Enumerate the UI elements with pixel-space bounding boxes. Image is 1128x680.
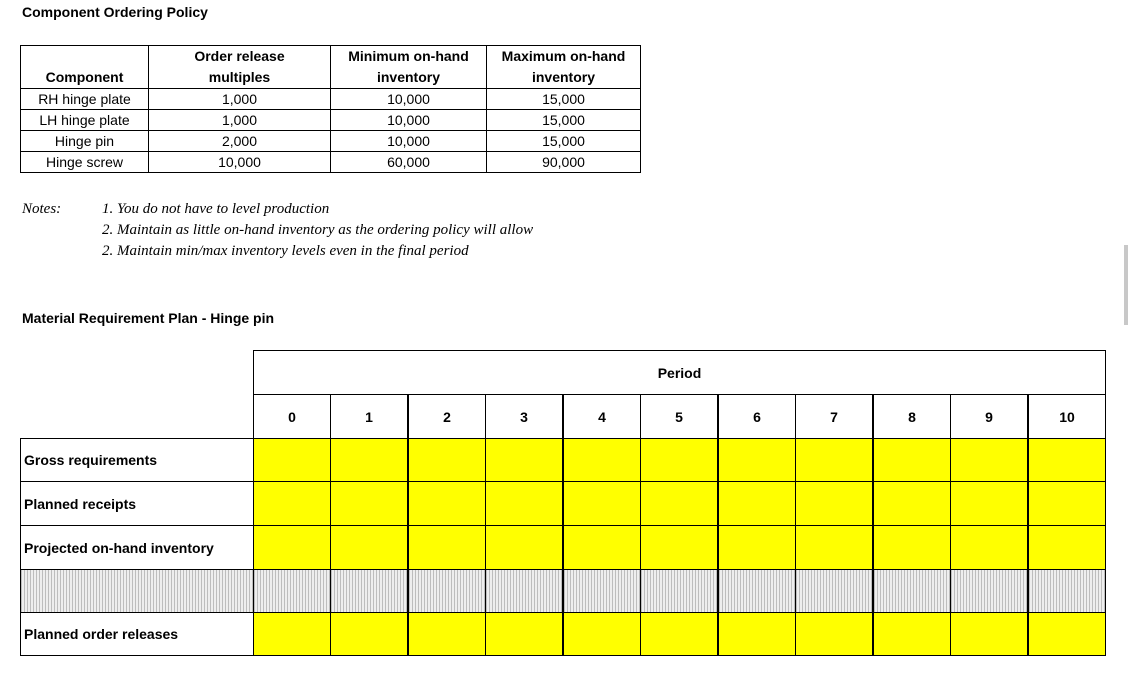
separator-cell <box>718 569 796 613</box>
input-cell[interactable] <box>330 612 408 656</box>
separator-cell <box>330 569 408 613</box>
input-cell[interactable] <box>563 525 641 570</box>
header-min-inventory: Minimum on-hand inventory <box>331 46 487 89</box>
policy-title: Component Ordering Policy <box>22 4 208 20</box>
input-cell[interactable] <box>485 438 563 482</box>
notes-label: Notes: <box>22 201 62 217</box>
period-number: 4 <box>563 394 641 439</box>
input-cell[interactable] <box>950 438 1028 482</box>
input-cell[interactable] <box>873 612 951 656</box>
separator-cell <box>408 569 486 613</box>
period-number: 7 <box>795 394 873 439</box>
input-cell[interactable] <box>408 525 486 570</box>
row-label: Gross requirements <box>20 438 254 482</box>
input-cell[interactable] <box>795 438 873 482</box>
input-cell[interactable] <box>640 612 718 656</box>
input-cell[interactable] <box>950 481 1028 526</box>
table-row <box>21 110 641 131</box>
period-number: 2 <box>408 394 486 439</box>
input-cell[interactable] <box>253 525 331 570</box>
order-release-value: 2,000 <box>149 131 331 152</box>
input-cell[interactable] <box>640 438 718 482</box>
input-cell[interactable] <box>253 481 331 526</box>
order-release-value: 1,000 <box>149 89 331 110</box>
row-label: Planned receipts <box>20 481 254 526</box>
header-order-release: Order release multiples <box>149 46 331 89</box>
component-name: RH hinge plate <box>21 89 149 110</box>
input-cell[interactable] <box>718 481 796 526</box>
input-cell[interactable] <box>718 438 796 482</box>
input-cell[interactable] <box>408 438 486 482</box>
period-number: 9 <box>950 394 1028 439</box>
input-cell[interactable] <box>950 525 1028 570</box>
note-line: 2. Maintain min/max inventory levels even in the final period <box>102 243 469 259</box>
min-inventory-value: 60,000 <box>331 152 487 173</box>
input-cell[interactable] <box>253 438 331 482</box>
order-release-value: 10,000 <box>149 152 331 173</box>
row-label: Projected on-hand inventory <box>20 525 254 570</box>
scrollbar[interactable] <box>1124 245 1128 325</box>
ordering-policy-table <box>20 45 641 173</box>
input-cell[interactable] <box>1028 481 1106 526</box>
table-row <box>21 131 641 152</box>
period-number: 5 <box>640 394 718 439</box>
period-number: 1 <box>330 394 408 439</box>
input-cell[interactable] <box>330 438 408 482</box>
input-cell[interactable] <box>718 525 796 570</box>
input-cell[interactable] <box>873 481 951 526</box>
separator-cell <box>950 569 1028 613</box>
input-cell[interactable] <box>718 612 796 656</box>
policy-header-row <box>21 46 641 89</box>
input-cell[interactable] <box>1028 525 1106 570</box>
input-cell[interactable] <box>1028 438 1106 482</box>
period-number: 10 <box>1028 394 1106 439</box>
table-row <box>21 89 641 110</box>
input-cell[interactable] <box>408 612 486 656</box>
max-inventory-value: 15,000 <box>487 89 641 110</box>
min-inventory-value: 10,000 <box>331 131 487 152</box>
max-inventory-value: 15,000 <box>487 110 641 131</box>
input-cell[interactable] <box>485 525 563 570</box>
max-inventory-value: 90,000 <box>487 152 641 173</box>
input-cell[interactable] <box>795 525 873 570</box>
input-cell[interactable] <box>640 481 718 526</box>
header-max-inventory: Maximum on-hand inventory <box>487 46 641 89</box>
period-number: 6 <box>718 394 796 439</box>
component-name: LH hinge plate <box>21 110 149 131</box>
component-name: Hinge pin <box>21 131 149 152</box>
input-cell[interactable] <box>1028 612 1106 656</box>
input-cell[interactable] <box>253 612 331 656</box>
row-label: Planned order releases <box>20 612 254 656</box>
input-cell[interactable] <box>485 481 563 526</box>
period-number: 0 <box>253 394 331 439</box>
period-header: Period <box>253 350 1106 395</box>
input-cell[interactable] <box>563 438 641 482</box>
input-cell[interactable] <box>873 438 951 482</box>
min-inventory-value: 10,000 <box>331 110 487 131</box>
header-component: Component <box>21 46 149 89</box>
separator-row-label <box>20 569 254 613</box>
input-cell[interactable] <box>873 525 951 570</box>
period-number: 8 <box>873 394 951 439</box>
input-cell[interactable] <box>640 525 718 570</box>
note-line: 1. You do not have to level production <box>102 201 330 217</box>
min-inventory-value: 10,000 <box>331 89 487 110</box>
separator-cell <box>795 569 873 613</box>
input-cell[interactable] <box>950 612 1028 656</box>
input-cell[interactable] <box>330 525 408 570</box>
input-cell[interactable] <box>795 481 873 526</box>
input-cell[interactable] <box>330 481 408 526</box>
input-cell[interactable] <box>563 612 641 656</box>
input-cell[interactable] <box>408 481 486 526</box>
max-inventory-value: 15,000 <box>487 131 641 152</box>
note-line: 2. Maintain as little on-hand inventory as the ordering policy will allow <box>102 222 534 238</box>
order-release-value: 1,000 <box>149 110 331 131</box>
component-name: Hinge screw <box>21 152 149 173</box>
input-cell[interactable] <box>485 612 563 656</box>
separator-cell <box>640 569 718 613</box>
separator-cell <box>485 569 563 613</box>
table-row <box>21 152 641 173</box>
separator-cell <box>1028 569 1106 613</box>
separator-cell <box>563 569 641 613</box>
input-cell[interactable] <box>563 481 641 526</box>
mrp-title: Material Requirement Plan - Hinge pin <box>22 310 275 326</box>
separator-cell <box>253 569 331 613</box>
separator-cell <box>873 569 951 613</box>
input-cell[interactable] <box>795 612 873 656</box>
period-number: 3 <box>485 394 563 439</box>
